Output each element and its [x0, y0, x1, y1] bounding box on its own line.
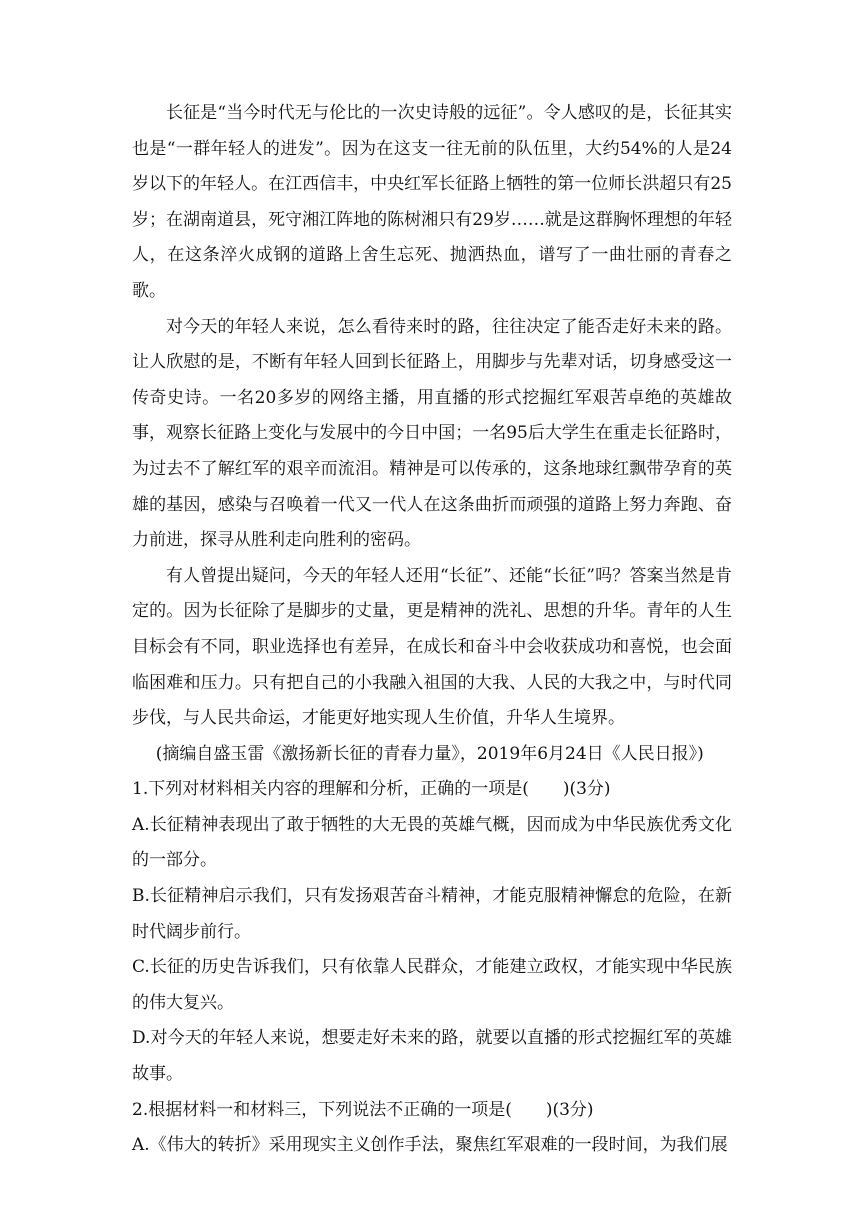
question-2-option-a: A.《伟大的转折》采用现实主义创作手法，聚焦红军艰难的一段时间，为我们展 [132, 1135, 728, 1156]
question-1-option-c: C.长征的历史告诉我们，只有依靠人民群众，才能建立政权，才能实现中华民族的伟大复兴。 [132, 957, 732, 1013]
question-1-stem: 1.下列对材料相关内容的理解和分析，正确的一项是( )(3分) [132, 779, 611, 800]
question-2-stem: 2.根据材料一和材料三，下列说法不正确的一项是( )(3分) [132, 1099, 594, 1120]
text-body [132, 96, 732, 1164]
paragraph-1: 长征是“当今时代无与伦比的一次史诗般的远征”。令人感叹的是，长征其实也是“一群年轻人的进发”。因为在这支一往无前的队伍里，大约54%的人是24岁以下的年轻人。在江西信丰，中央红军长征路上牺牲的第一位师长洪超只有25岁；在湖南道县，死守湘江阵地的陈树湘只有29岁……就是这群胸怀理想的年轻人，在这条淬火成钢的道路上舍生忘死、抛洒热血，谱写了一曲壮丽的青春之歌。 [132, 103, 732, 301]
question-1-option-a: A.长征精神表现出了敢于牺牲的大无畏的英雄气概，因而成为中华民族优秀文化的一部分。 [132, 814, 732, 871]
paragraph-3: 有人曾提出疑问，今天的年轻人还用“长征”、还能“长征”吗？答案当然是肯定的。因为长征除了是脚步的丈量，更是精神的洗礼、思想的升华。青年的人生目标会有不同，职业选择也有差异，在成长和奋斗中会收获成功和喜悦，也会面临困难和压力。只有把自己的小我融入祖国的大我、人民的大我之中，与时代同步伐，与人民共命运，才能更好地实现人生价值，升华人生境界。 [132, 565, 732, 729]
question-1-option-d: D.对今天的年轻人来说，想要走好未来的路，就要以直播的形式挖掘红军的英雄故事。 [132, 1028, 732, 1085]
source-citation: (摘编自盛玉雷《激扬新长征的青春力量》，2019年6月24日《人民日报》) [155, 743, 704, 764]
paragraph-2: 对今天的年轻人来说，怎么看待来时的路，往往决定了能否走好未来的路。让人欣慰的是，不断有年轻人回到长征路上，用脚步与先辈对话，切身感受这一传奇史诗。一名20多岁的网络主播，用直播的形式挖掘红军艰苦卓绝的英雄故事，观察长征路上变化与发展中的今日中国；一名95后大学生在重走长征路时，为过去不了解红军的艰辛而流泪。精神是可以传承的，这条地球红飘带孕育的英雄的基因，感染与召唤着一代又一代人在这条曲折而顽强的道路上努力奔跑、奋力前进，探寻从胜利走向胜利的密码。 [132, 316, 732, 551]
question-1-option-b: B.长征精神启示我们，只有发扬艰苦奋斗精神，才能克服精神懈怠的危险，在新时代阔步前行。 [132, 886, 732, 942]
